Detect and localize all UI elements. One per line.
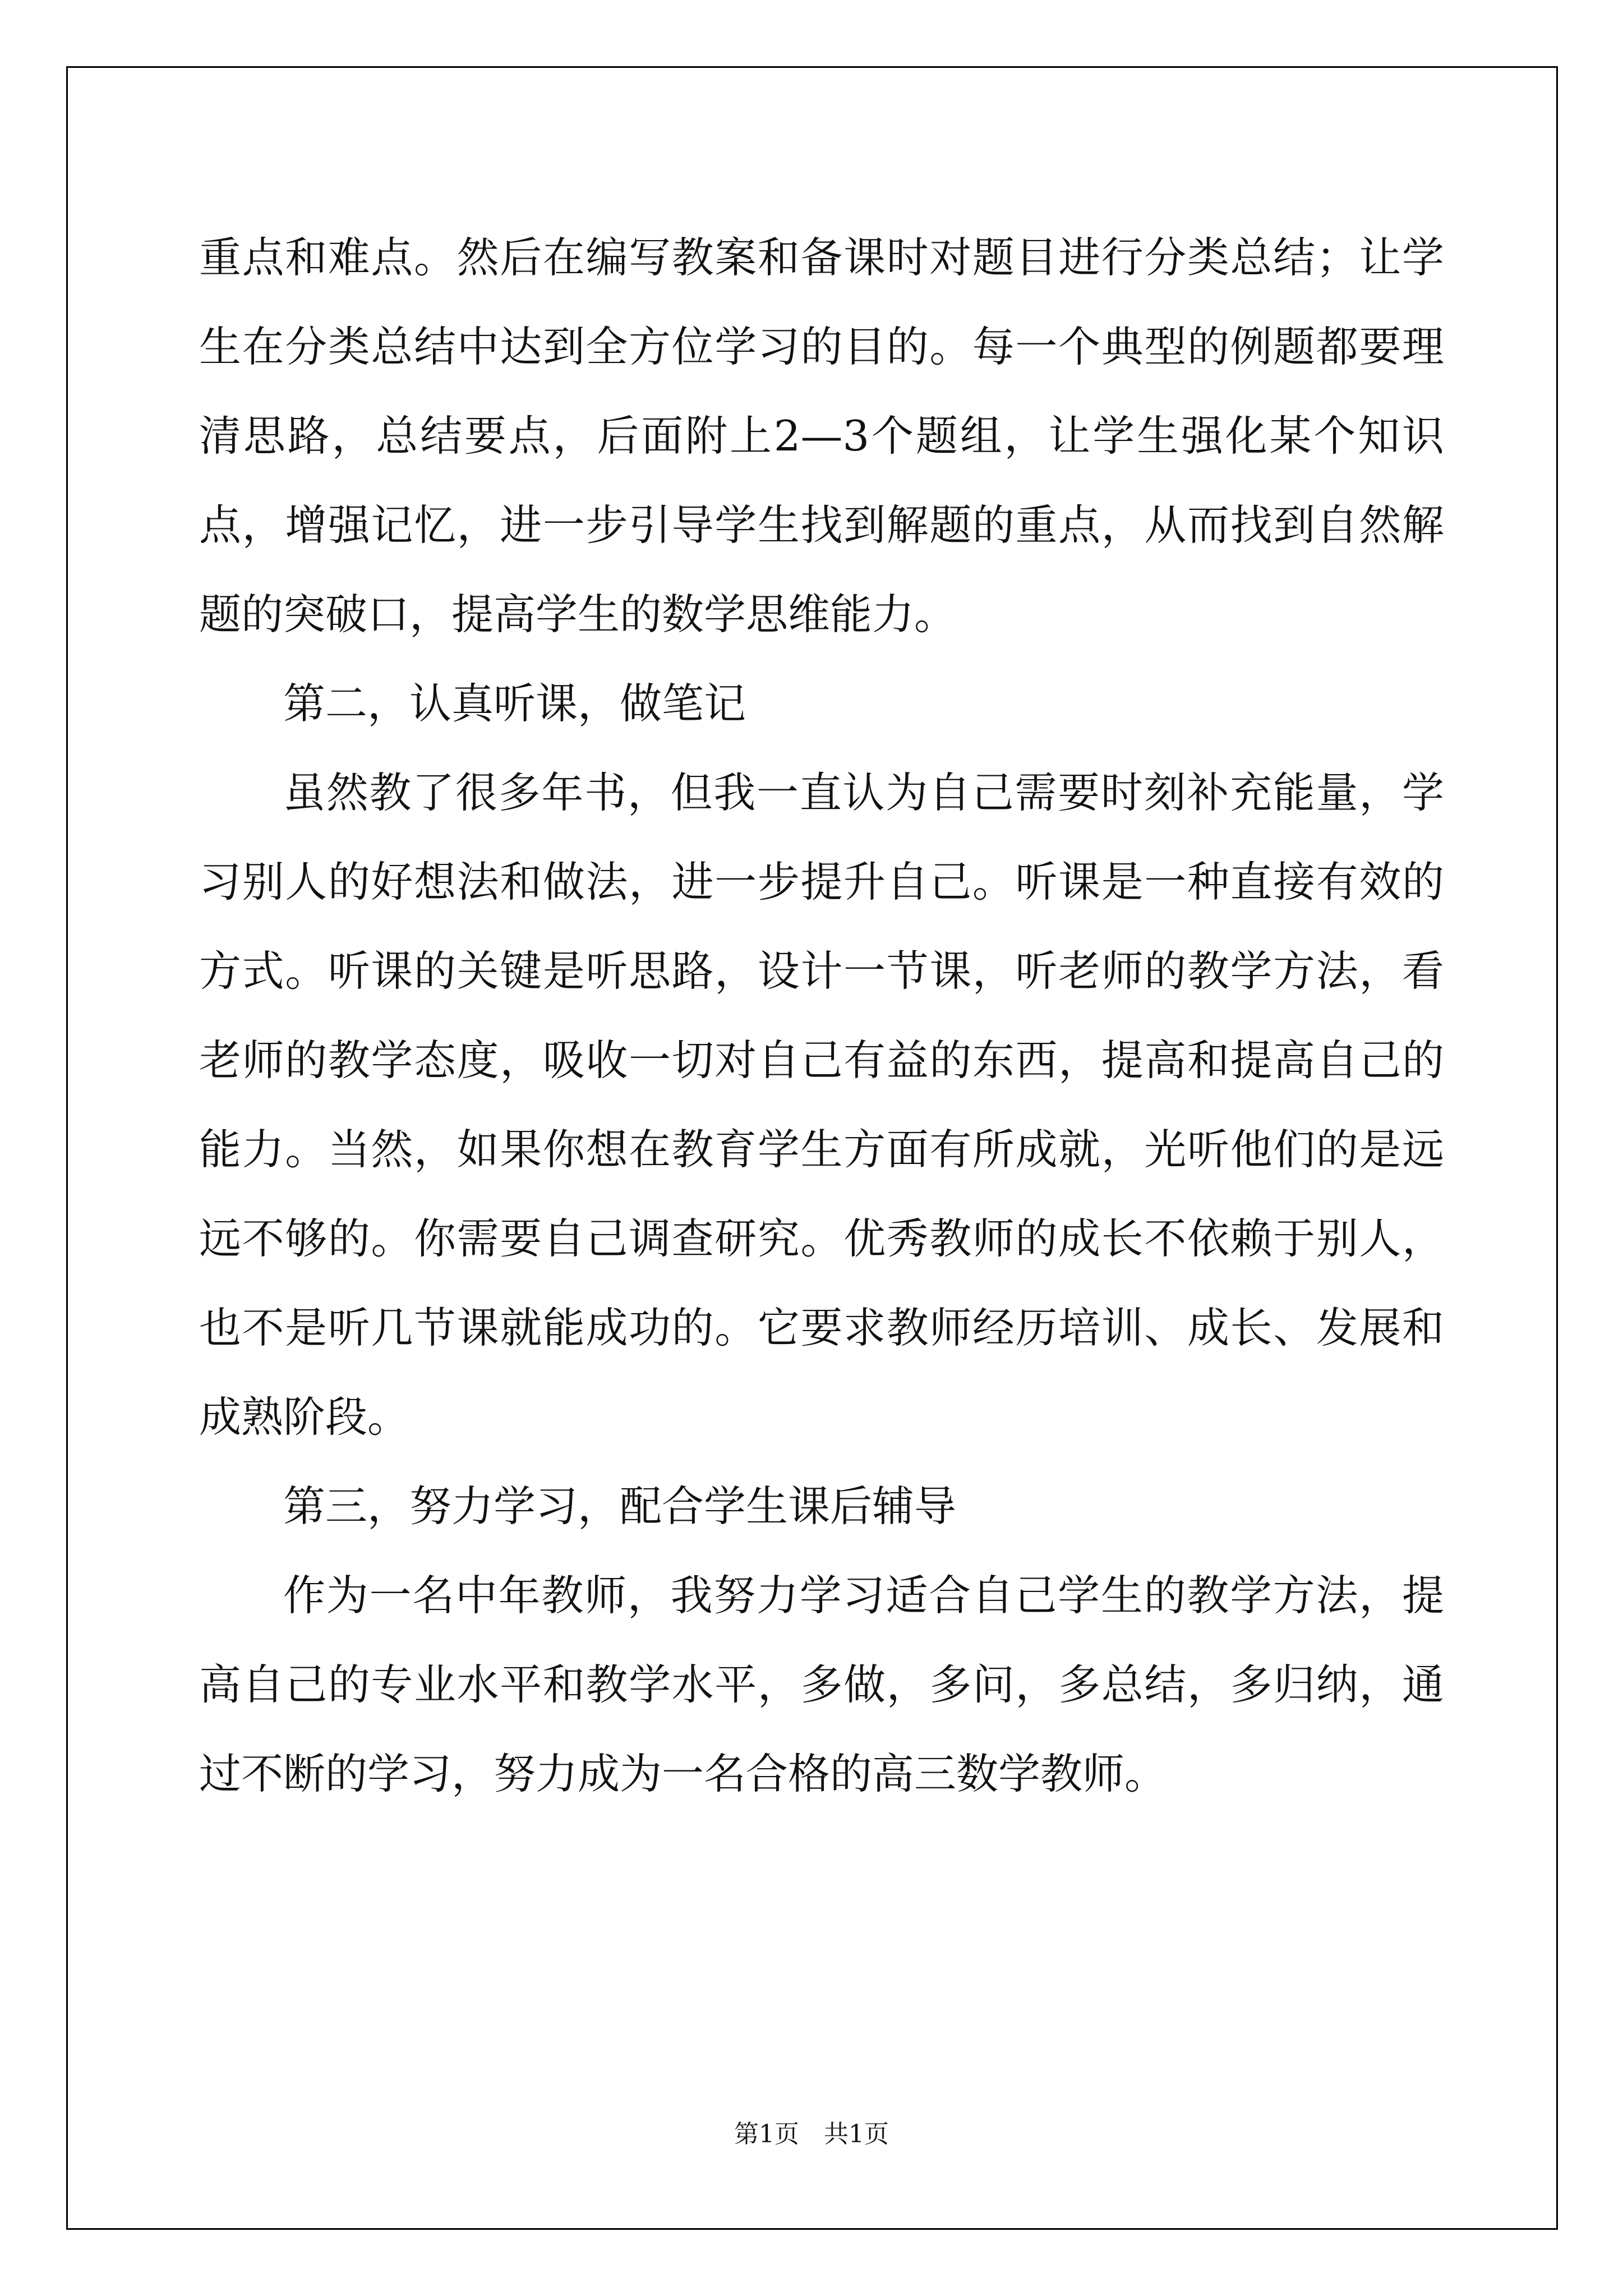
- paragraph-2: 虽然教了很多年书，但我一直认为自己需要时刻补充能量，学习别人的好想法和做法，进一步提升自己。听课是一种直接有效的方式。听课的关键是听思路，设计一节课，听老师的教学方法，看老师的教学态度，吸收一切对自己有益的东西，提高和提高自己的能力。当然，如果你想在教育学生方面有所成就，光听他们的是远远不够的。你需要自己调查研究。优秀教师的成长不依赖于别人，也不是听几节课就能成功的。它要求教师经历培训、成长、发展和成熟阶段。: [199, 768, 1444, 1442]
- document-body: [199, 213, 1444, 1819]
- page-total: 共1页: [824, 2120, 889, 2148]
- paragraph-1: 重点和难点。然后在编写教案和备课时对题目进行分类总结；让学生在分类总结中达到全方位学习的目的。每一个典型的例题都要理清思路，总结要点，后面附上2—3个题组，让学生强化某个知识点，增强记忆，进一步引导学生找到解题的重点，从而找到自然解题的突破口，提高学生的数学思维能力。: [199, 233, 1444, 639]
- heading-second-point: 第二，认真听课，做笔记: [283, 679, 746, 728]
- page-number: 第1页: [734, 2120, 799, 2148]
- page-footer: [0, 2114, 1623, 2150]
- heading-third-point: 第三，努力学习，配合学生课后辅导: [283, 1481, 957, 1531]
- paragraph-3: 作为一名中年教师，我努力学习适合自己学生的教学方法，提高自己的专业水平和教学水平，多做，多问，多总结，多归纳，通过不断的学习，努力成为一名合格的高三数学教师。: [199, 1571, 1444, 1798]
